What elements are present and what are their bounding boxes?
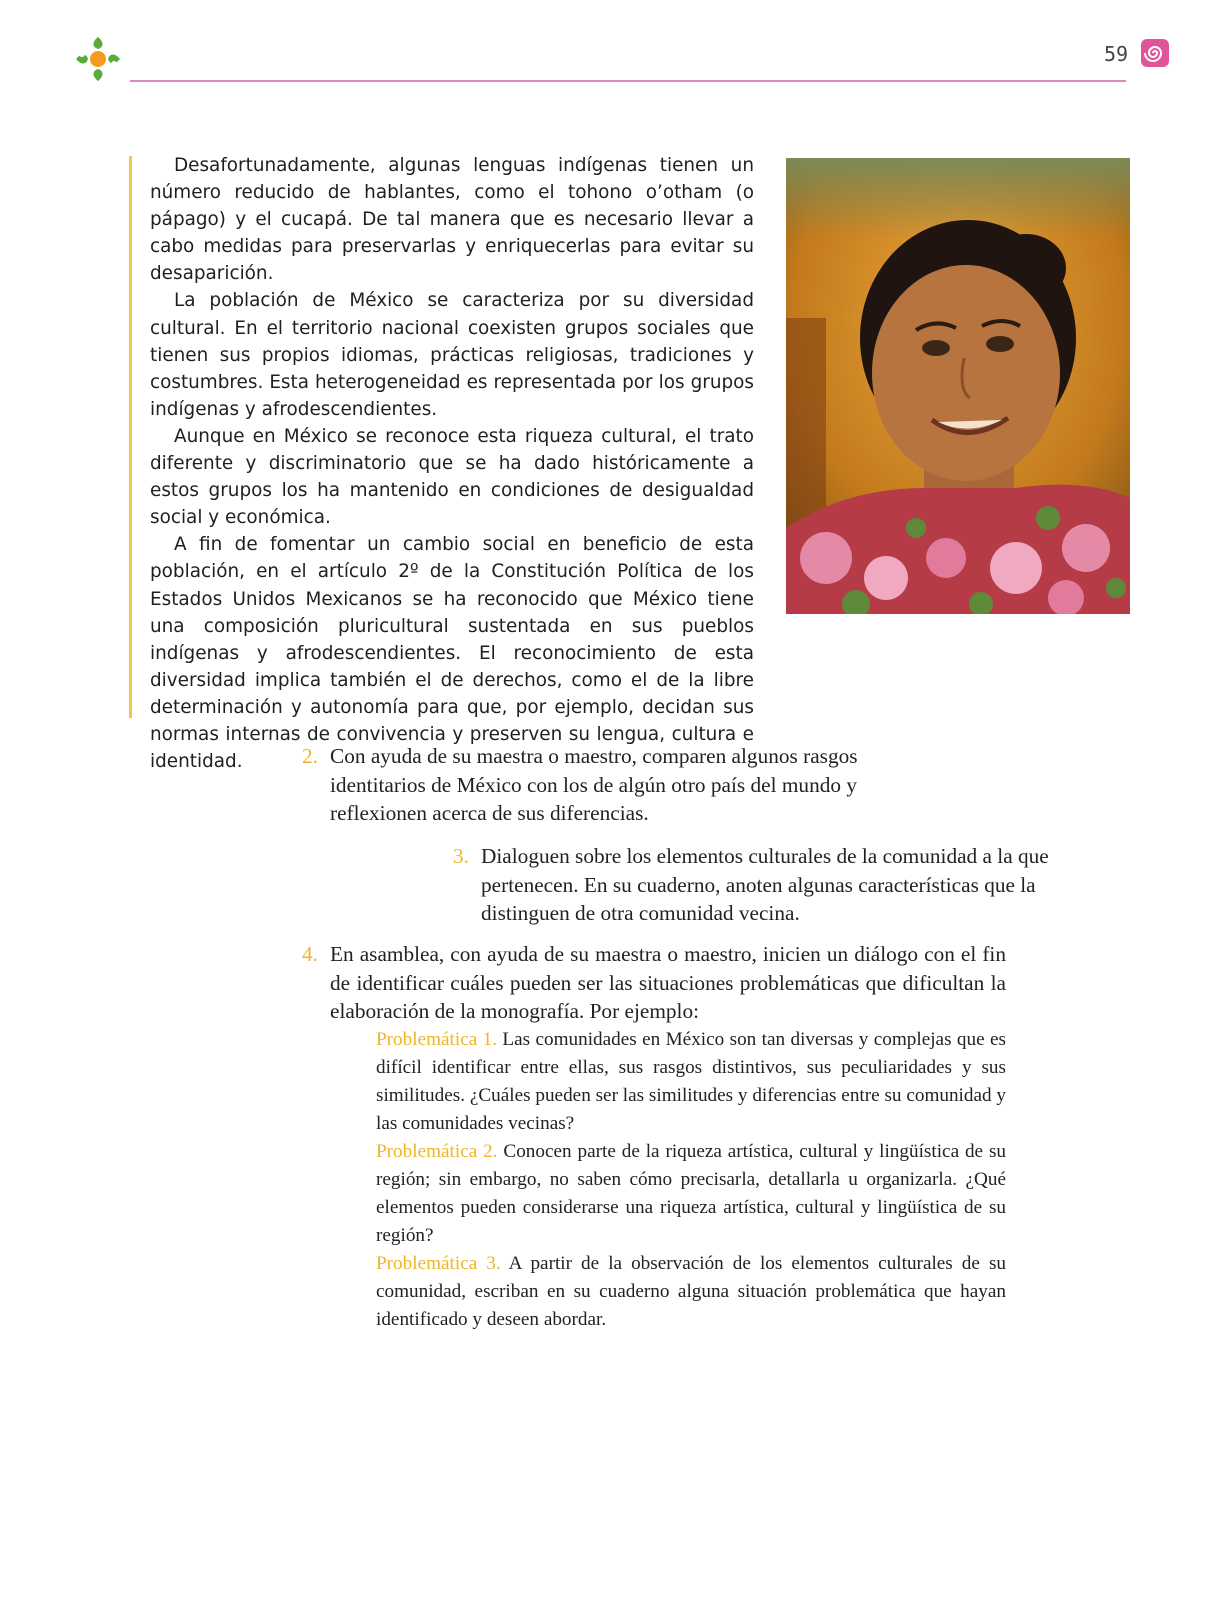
problem-label: Problemática 3. — [376, 1253, 501, 1274]
paragraph: Aunque en México se reconoce esta riqueza cultural, el trato diferente y discriminatorio que se ha dado históricamente a estos grupos los ha mantenido en condiciones de desigualdad social y económica. — [150, 425, 754, 529]
spiral-ornament-icon — [1140, 38, 1170, 68]
problem-item — [376, 1138, 1006, 1250]
problem-item — [376, 1026, 1006, 1138]
paragraph: La población de México se caracteriza por su diversidad cultural. En el territorio nacional coexisten grupos sociales que tienen sus propios idiomas, prácticas religiosas, tradiciones y costumbres. Esta heterogeneidad es representada por los grupos indígenas y afrodescendientes. — [150, 290, 754, 420]
paragraph: A fin de fomentar un cambio social en beneficio de esta población, en el artículo 2º de la Constitución Política de los Estados Unidos Mexicanos se ha reconocido que México tiene una composición pluricultural sustentada en sus pueblos indígenas y afrodescendientes. El reconocimiento de esta diversidad implica también el de derechos, como el de la libre determinación y autonomía para que, por ejemplo, decidan sus normas internas de convivencia y preserven su lengua, cultura e identidad. — [150, 534, 754, 773]
margin-accent-bar — [129, 156, 132, 718]
activity-number: 3. — [453, 844, 469, 868]
activity-item — [302, 742, 920, 828]
activity-text: Con ayuda de su maestra o maestro, comparen algunos rasgos identitarios de México con los de algún otro país del mundo y reflexionen acerca de sus diferencias. — [330, 744, 858, 825]
activity-text: En asamblea, con ayuda de su maestra o maestro, inicien un diálogo con el fin de identificar cuáles pueden ser las situaciones problemáticas que dificultan la elaboración de la monografía. Por ejemplo: — [330, 942, 1006, 1023]
portrait-photo — [786, 158, 1130, 614]
activity-number: 4. — [302, 942, 318, 966]
activity-text: Dialoguen sobre los elementos culturales de la comunidad a la que pertenecen. En su cuaderno, anoten algunas características que la distinguen de otra comunidad vecina. — [481, 844, 1049, 925]
activity-item — [302, 940, 1006, 1026]
body-text — [150, 152, 754, 775]
header-rule — [130, 80, 1126, 82]
problem-text: Conocen parte de la riqueza artística, cultural y lingüística de su región; sin embargo, no saben cómo precisarla, detallarla u organizarla. ¿Qué elementos pueden considerarse una riqueza artística, cultural y lingüística de su región? — [376, 1141, 1007, 1246]
problem-text: Las comunidades en México son tan diversas y complejas que es difícil identificar entre ellas, sus rasgos distintivos, sus peculiaridades y sus similitudes. ¿Cuáles pueden ser las similitudes y diferencias entre su comunidad y las comunidades vecinas? — [376, 1029, 1006, 1134]
activity-item — [453, 842, 1061, 928]
problem-item — [376, 1250, 1006, 1334]
leaf-flower-logo-icon — [72, 34, 124, 84]
activity-number: 2. — [302, 744, 318, 768]
problem-text: A partir de la observación de los elementos culturales de su comunidad, escriban en su cuaderno alguna situación problemática que hayan identificado y deseen abordar. — [376, 1253, 1006, 1330]
problem-label: Problemática 1. — [376, 1029, 498, 1050]
problem-label: Problemática 2. — [376, 1141, 498, 1162]
page-number: 59 — [1104, 42, 1129, 66]
problem-list — [376, 1026, 1006, 1334]
paragraph: Desafortunadamente, algunas lenguas indígenas tienen un número reducido de hablantes, como el tohono o’otham (o pápago) y el cucapá. De tal manera que es necesario llevar a cabo medidas para preservarlas y enriquecerlas para evitar su desaparición. — [150, 155, 754, 285]
